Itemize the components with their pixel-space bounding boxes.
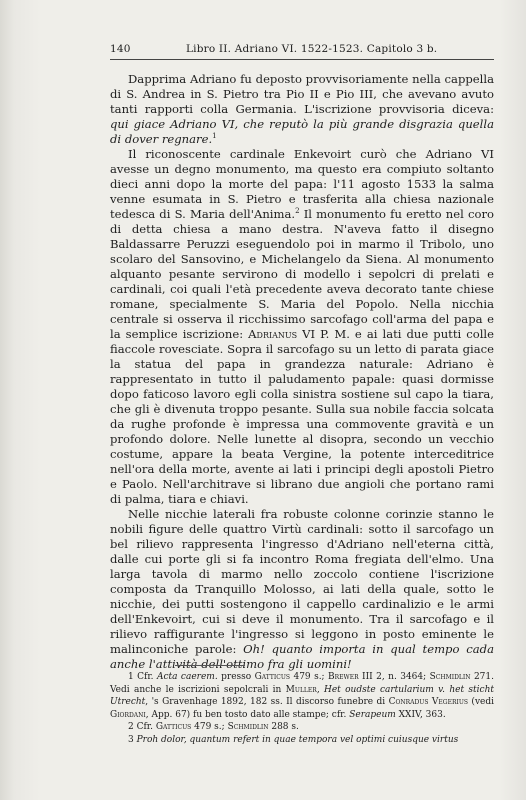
text-run: , 's Gravenhage 1892, 182 ss. Il discorso funebre di <box>145 697 389 708</box>
footnote-ref: 2 <box>295 207 300 216</box>
text-run: 479 s.; <box>191 722 228 733</box>
small-caps-name: Adrianus <box>248 327 298 341</box>
footnote-rule <box>175 665 245 666</box>
italic-run: Serapeum <box>349 709 396 720</box>
footnotes <box>110 671 494 747</box>
text-run: VI P. M. e ai lati due putti colle fiaccole rovesciate. Sopra il sarcofago su un letto di parata giace la statua del papa in grandezza naturale: Adriano è rappresentato in tutto il paludamento papale: quasi dormisse dopo faticoso lavoro egli colla sinistra sostiene sul capo la tiara, che gli è divenuta troppo pesante. Sulla sua nobile faccia solcata da rughe profonde è impressa una commovente gravità e un profondo dolore. Nelle lunette al disopra, secondo un vecchio costume, appare la beata Vergine, la potente interceditrice nell'ora della morte, avente ai lati i principi degli apostoli Pietro e Paolo. Nell'architrave si librano due angioli che portano rami di palma, tiara e chiavi. <box>110 327 494 506</box>
text-run: Nelle nicchie laterali fra robuste colonne corinzie stanno le nobili figure delle quattro Virtù cardinali: sotto il sarcofago un bel rilievo rappresenta l'ingresso d'Adriano nell'eterna città, dalle cui porte gli si fa incontro Roma fregiata dell'elmo. Una larga tavola di marmo nello zoccolo contiene l'iscrizione composta da Tranquillo Molosso, ai lati della quale, sotto le nicchie, dei putti sostengono il cappello cardinalizio e le armi dell'Enkevoirt, cui si deve il monumento. Tra il sarcofago e il rilievo raffigurante l'ingresso si leggono in posto eminente le malinconiche parole: <box>110 507 494 656</box>
page-number: 140 <box>110 43 131 55</box>
small-caps-name: Giordani <box>110 709 146 720</box>
text-run: presso <box>217 672 255 682</box>
footnote-1 <box>110 671 494 721</box>
italic-run: qui giace Adriano VI, che reputò la più grande disgrazia quella di dover regnare <box>110 117 494 146</box>
italic-run: Proh dolor, quantum refert in quae tempora vel optimi cuiusque virtus <box>136 734 459 745</box>
text-run: III 2, n. 3464; <box>358 672 430 682</box>
italic-run: Oh! quanto importa in qual tempo cada anche l'attività dell'ottimo fra gli uomini! <box>110 642 494 671</box>
small-caps-name: Gatticus <box>254 672 291 682</box>
footnote-3 <box>110 734 494 747</box>
text-run: Il monumento fu eretto nel coro di detta chiesa a mano destra. N'aveva fatto il disegno Baldassarre Peruzzi eseguendolo poi in marmo il Tribolo, uno scolaro del Sansovino, e Michelangelo da Siena. Al monumento alquanto pesante servirono di modello i sepolcri di prelati e cardinali, coi quali l'età precedente aveva decorato tante chiese romane, specialmente S. Maria del Popolo. Nella nicchia centrale si osserva il ricchissimo sarcofago coll'arma del papa e la semplice iscrizione: <box>110 207 494 341</box>
text-run: (vedi <box>468 697 494 708</box>
text-run: 479 s.; <box>290 672 329 682</box>
text-run: , <box>316 684 324 695</box>
text-run: , App. 67) fu ben tosto dato alle stampe; cfr. <box>145 709 350 720</box>
header-rule <box>110 59 494 60</box>
text-run: XXIV, 363. <box>395 709 446 720</box>
text-run: 3 <box>128 734 137 745</box>
small-caps-name: Gatticus <box>155 722 192 733</box>
italic-run: Acta caerem. <box>156 672 218 682</box>
text-run: 1 Cfr. <box>128 672 157 682</box>
text-run: Dapprima Adriano fu deposto provvisoriamente nella cappella di S. Andrea in S. Pietro tra Pio II e Pio III, che avevano avuto tanti rapporti colla Germania. L'iscrizione provvisoria diceva: <box>110 72 494 116</box>
running-title: Libro II. Adriano VI. 1522-1523. Capitolo 3 b. <box>186 43 438 55</box>
footnote-2 <box>110 721 494 734</box>
text-run: 2 Cfr. <box>128 722 156 733</box>
body-text <box>110 72 494 672</box>
italic-run: Het oudste cartularium v. het sticht Utrecht <box>110 684 494 708</box>
small-caps-name: Muller <box>285 684 317 695</box>
paragraph-2 <box>110 147 494 507</box>
small-caps-name: Schmidlin <box>429 672 471 682</box>
paragraph-1 <box>110 72 494 147</box>
small-caps-name: Brewer <box>328 672 359 682</box>
footnote-ref: 1 <box>212 132 217 141</box>
small-caps-name: Schmidlin <box>227 722 269 733</box>
small-caps-name: Conradus Vegerius <box>388 697 469 708</box>
paragraph-3 <box>110 507 494 672</box>
italic-run: . <box>208 132 213 146</box>
text-run: 288 s. <box>268 722 299 733</box>
text-run: 271. Vedi anche le iscrizioni sepolcrali in <box>110 672 494 695</box>
text-run: Il riconoscente cardinale Enkevoirt curò che Adriano VI avesse un degno monumento, ma questo era compiuto soltanto dieci anni dopo la morte del papa: l'11 agosto 1533 la salma venne esumata in S. Pietro e trasferita alla chiesa nazionale tedesca di S. Maria dell'Anima. <box>110 147 494 221</box>
